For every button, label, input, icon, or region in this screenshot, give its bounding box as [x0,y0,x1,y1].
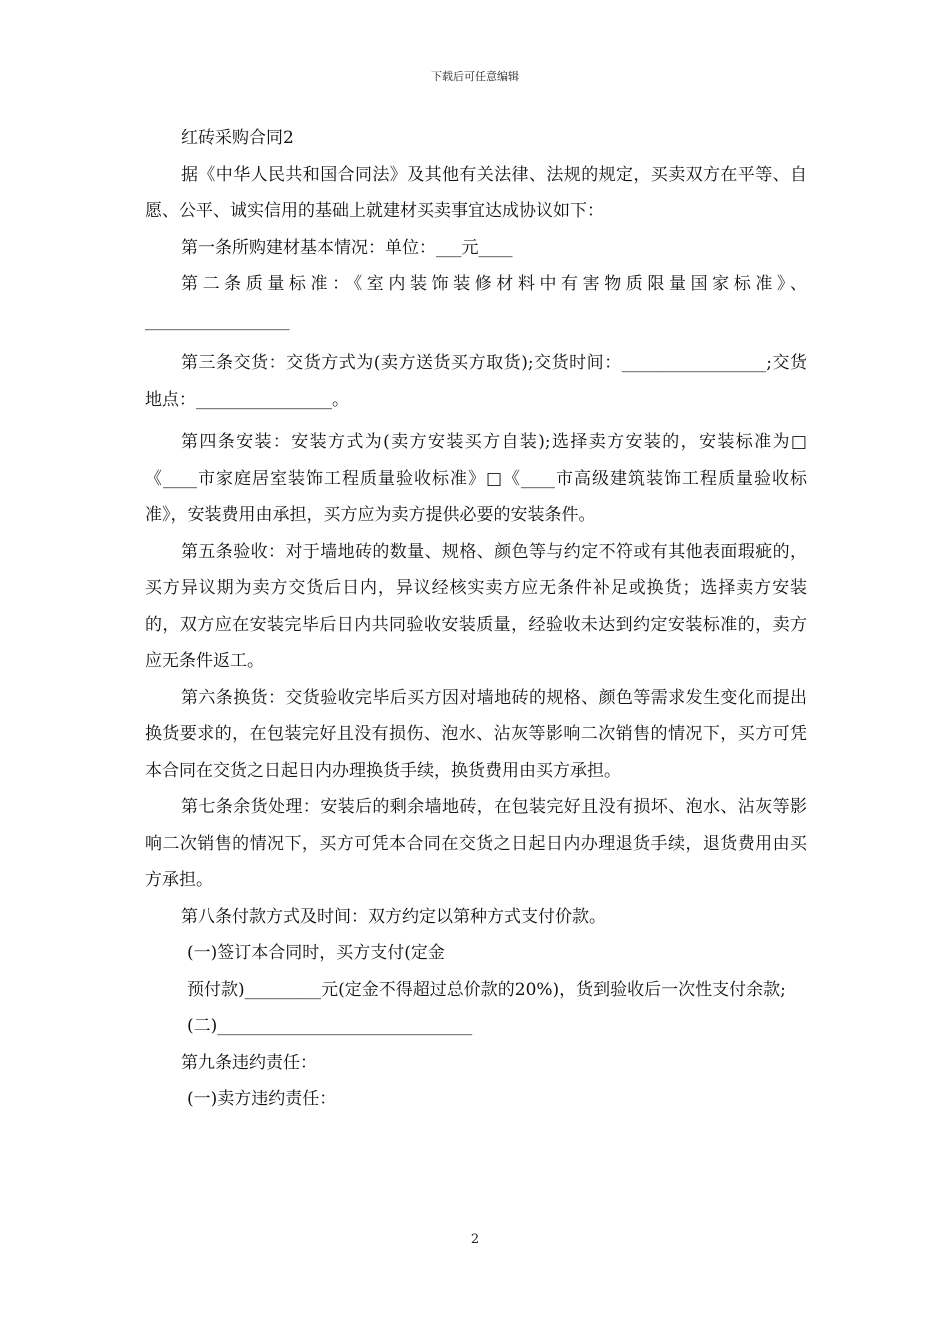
paragraph-article-7: 第七条余货处理：安装后的剩余墙地砖，在包装完好且没有损坏、泡水、沾灰等影响二次销售的情况下，买方可凭本合同在交货之日起日内办理退货手续，退货费用由买方承担。 [145,797,807,890]
document-title: 红砖采购合同2 [181,128,294,148]
paragraph-article-3: 第三条交货：交货方式为(卖方送货买方取货);交货时间：_________________;交货地点：________________。 [145,353,807,410]
paragraph-article-6: 第六条换货：交货验收完毕后买方因对墙地砖的规格、颜色等需求发生变化而提出换货要求的，在包装完好且没有损伤、泡水、沾灰等影响二次销售的情况下，买方可凭本合同在交货之日起日内办理换货手续，换货费用由买方承担。 [145,687,807,781]
document-body [145,120,807,1118]
paragraph-article-4: 第四条安装：安装方式为(卖方安装买方自装);选择卖方安装的，安装标准为□《____市家庭居室装饰工程质量验收标准》□《____市高级建筑装饰工程质量验收标准》，安装费用由承担，买方应为卖方提供必要的安装条件。 [145,432,807,525]
paragraph-article-5: 第五条验收：对于墙地砖的数量、规格、颜色等与约定不符或有其他表面瑕疵的，买方异议期为卖方交货后日内，异议经核实卖方应无条件补足或换货；选择卖方安装的，双方应在安装完毕后日内共同验收安装质量，经验收未达到约定安装标准的，卖方应无条件返工。 [145,541,807,671]
paragraph-payment-option-1-cont: 预付款)_________元(定金不得超过总价款的20%)，货到验收后一次性支付余款; [187,979,786,1000]
paragraph-article-2: 第二条质量标准：《室内装饰装修材料中有害物质限量国家标准》、_________________ [145,274,807,331]
paragraph-payment-option-1: (一)签订本合同时，买方支付(定金 [187,943,445,963]
paragraph-seller-liability: (一)卖方违约责任： [187,1089,337,1109]
page-number: 2 [470,1232,480,1247]
paragraph-article-1: 第一条所购建材基本情况：单位：___元____ [181,237,513,258]
page-header: 下载后可任意编辑 [431,70,519,83]
paragraph-preamble: 据《中华人民共和国合同法》及其他有关法律、法规的规定，买卖双方在平等、自愿、公平、诚实信用的基础上就建材买卖事宜达成协议如下： [145,164,807,221]
paragraph-payment-option-2: (二)______________________________ [187,1016,473,1036]
paragraph-article-8: 第八条付款方式及时间：双方约定以第种方式支付价款。 [181,906,606,927]
paragraph-article-9: 第九条违约责任： [181,1052,317,1073]
